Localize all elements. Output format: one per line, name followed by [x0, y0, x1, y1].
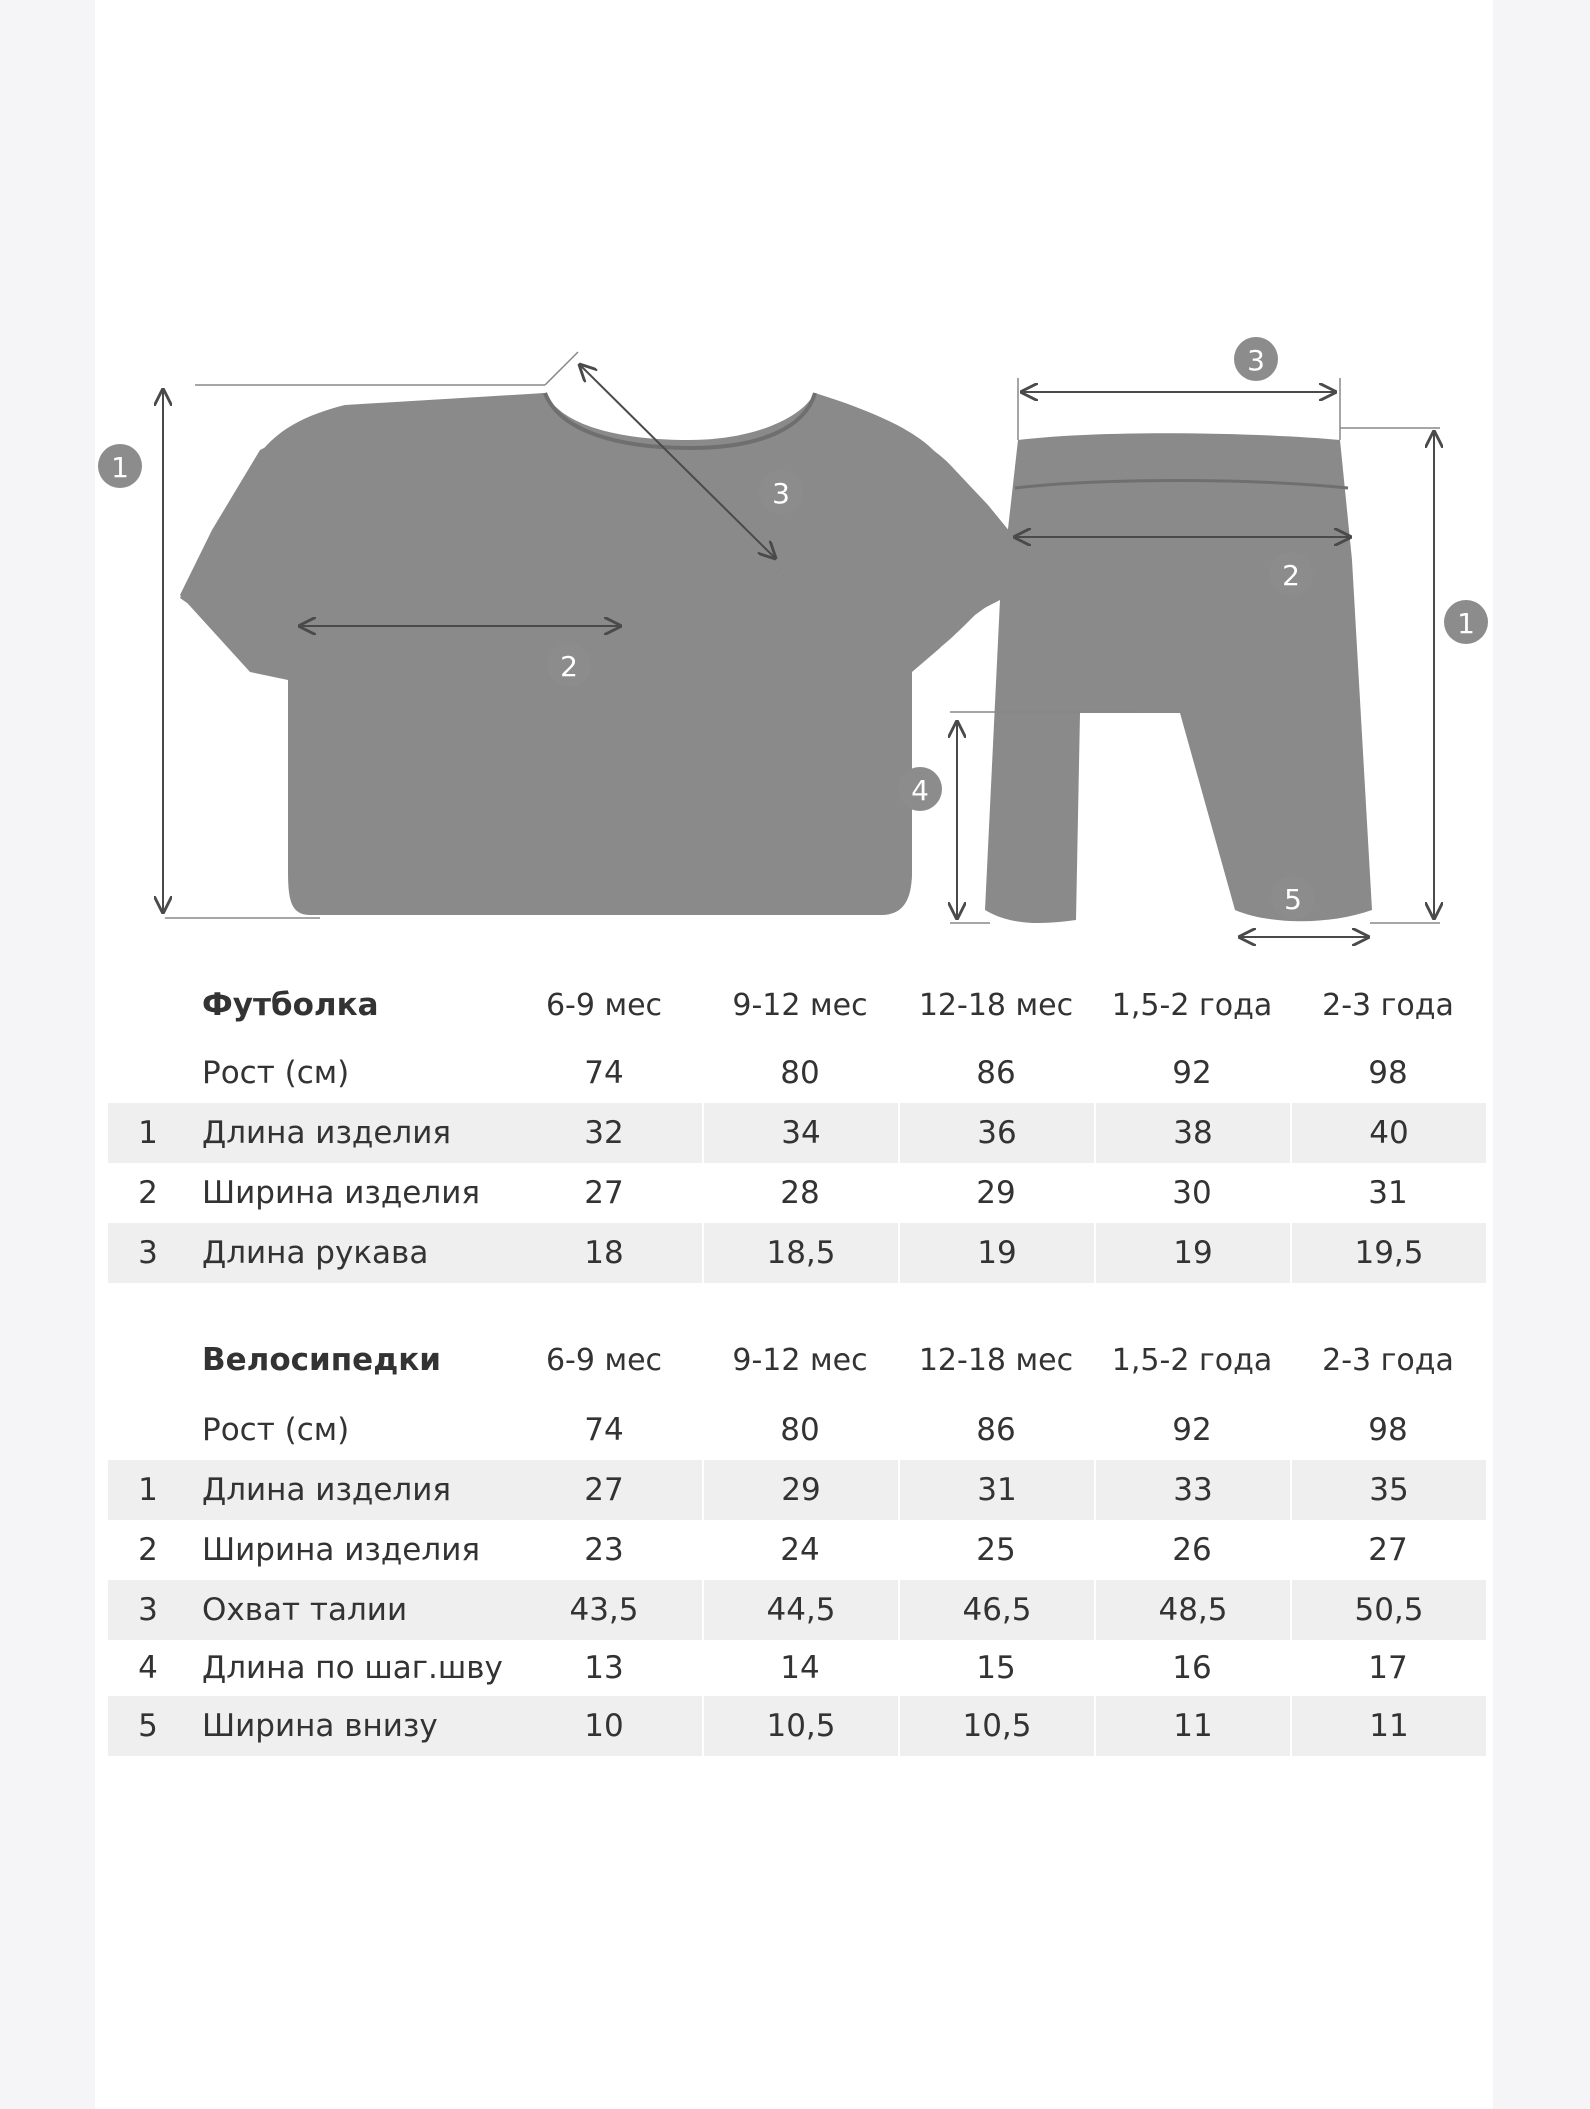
svg-text:1: 1: [111, 451, 129, 484]
row-label: Охват талии: [188, 1580, 506, 1640]
marker-shorts-4: [898, 767, 942, 811]
table-row: 1 Длина изделия 27 29 31 33 35: [108, 1460, 1494, 1520]
table-row: 3 Длина рукава 18 18,5 19 19 19,5: [108, 1223, 1494, 1283]
row-label: Длина изделия: [188, 1103, 506, 1163]
size-header: 9-12 мес: [732, 1342, 868, 1378]
marker-shorts-2: [1269, 552, 1313, 596]
size-header: 6-9 мес: [545, 1342, 663, 1378]
row-label: Длина изделия: [188, 1460, 506, 1520]
marker-shorts-1: [1444, 600, 1488, 644]
size-header: 6-9 мес: [545, 987, 663, 1023]
size-header: 2-3 года: [1322, 1342, 1454, 1378]
marker-shorts-5: [1271, 876, 1315, 920]
table-title: Футболка: [202, 987, 379, 1023]
table-row: 1 Длина изделия 32 34 36 38 40: [108, 1103, 1494, 1163]
size-header: 9-12 мес: [732, 987, 868, 1023]
row-label: Ширина изделия: [202, 1175, 480, 1211]
table-row: 3 Охват талии 43,5 44,5 46,5 48,5 50,5: [108, 1580, 1494, 1640]
row-label: Рост (см): [202, 1055, 350, 1091]
row-label: Длина рукава: [188, 1223, 506, 1283]
svg-text:5: 5: [1284, 883, 1302, 916]
table-row: 5 Ширина внизу 10 10,5 10,5 11 11: [108, 1696, 1494, 1756]
row-label: Рост (см): [202, 1412, 350, 1448]
table-title: Велосипедки: [202, 1342, 441, 1378]
row-label: Ширина изделия: [202, 1532, 480, 1568]
tshirt-body: [180, 393, 1030, 915]
svg-text:2: 2: [560, 650, 578, 683]
shorts-shape: [985, 433, 1372, 923]
size-header: 12-18 мес: [918, 1342, 1074, 1378]
table-row: 2 Ширина изделия 23 24 25 26 27: [108, 1520, 1494, 1580]
size-header: 1,5-2 года: [1111, 1342, 1273, 1378]
row-label: Ширина внизу: [188, 1696, 506, 1756]
svg-text:2: 2: [1282, 559, 1300, 592]
svg-text:1: 1: [1457, 607, 1475, 640]
marker-tshirt-2: [547, 643, 591, 687]
svg-text:3: 3: [1247, 344, 1265, 377]
table-row: 2 Ширина изделия 27 28 29 30 31: [108, 1163, 1494, 1223]
table-header: [108, 975, 1494, 1035]
size-header: 12-18 мес: [918, 987, 1074, 1023]
size-header: 2-3 года: [1322, 987, 1454, 1023]
size-header: 1,5-2 года: [1111, 987, 1273, 1023]
marker-tshirt-1: [98, 444, 142, 488]
svg-text:4: 4: [911, 774, 929, 807]
table-row: Рост (см) 74 80 86 92 98: [108, 1043, 1494, 1103]
table-row: Рост (см) 74 80 86 92 98: [108, 1400, 1494, 1460]
row-label: Длина по шаг.шву: [202, 1650, 503, 1686]
svg-text:3: 3: [772, 477, 790, 510]
table-row: 4 Длина по шаг.шву 13 14 15 16 17: [108, 1638, 1494, 1698]
table-header: [108, 1330, 1494, 1390]
marker-shorts-3: [1234, 337, 1278, 381]
marker-tshirt-3: [759, 470, 803, 514]
garment-illustration: [0, 0, 1590, 960]
